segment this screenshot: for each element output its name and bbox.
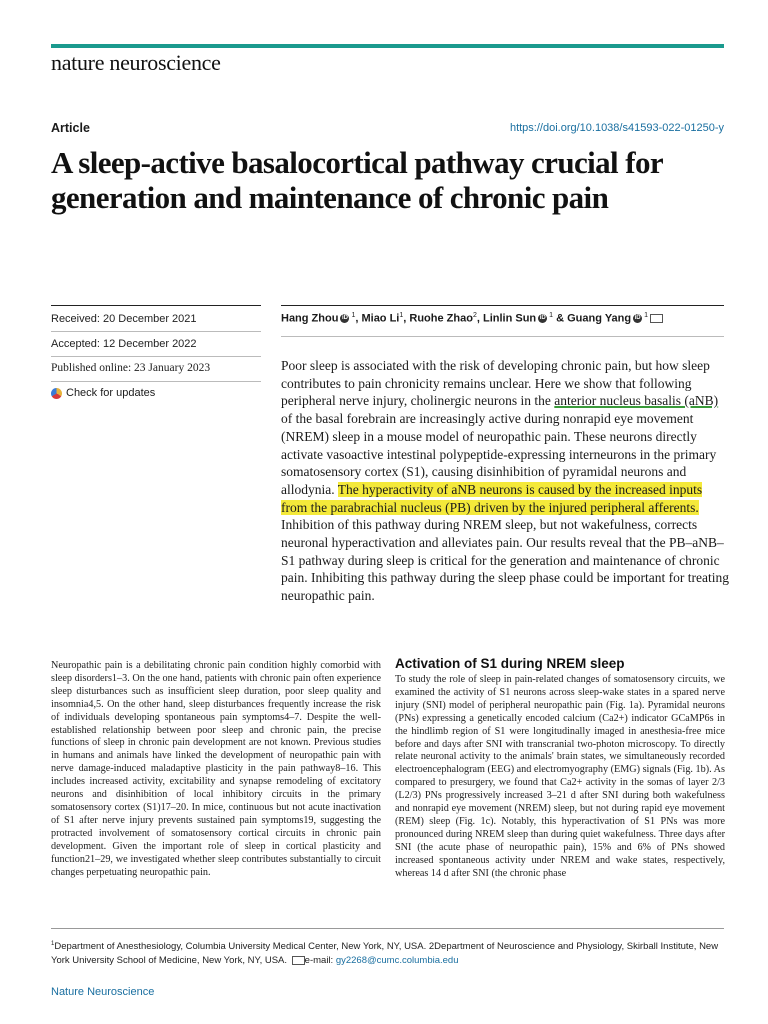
running-footer: Nature Neuroscience	[51, 986, 155, 998]
affiliation-marker: 1	[549, 312, 554, 319]
footnote-divider	[51, 928, 724, 929]
abstract-text: Poor sleep is associated with the risk of developing chronic pain, but how sleep contributes to pain chronicity remains unclear. Here we show that following peripheral nerve injury, cholinergic neurons in the	[281, 358, 710, 409]
crossmark-icon	[51, 388, 62, 399]
affiliation-marker: 1	[399, 312, 404, 319]
author-name[interactable]: Linlin Sun	[482, 312, 537, 325]
affiliation-marker: 1	[351, 312, 356, 319]
journal-accent-bar	[51, 44, 724, 48]
check-updates-button[interactable]	[51, 387, 155, 399]
orcid-icon[interactable]: iD	[634, 315, 641, 322]
published-date: Published online: 23 January 2023	[51, 362, 211, 374]
abstract-highlighted-text: The hyperactivity of aNB neurons is caused by the increased inputs from the parabrachial nucleus (PB) driven by the injured peripheral afferents.	[281, 481, 703, 515]
affiliations-text: Department of Anesthesiology, Columbia University Medical Center, New York, NY, USA. 2Department of Neuroscience and Physiology, Skirball Institute, New York University School of Medicine, New York, NY, USA.	[51, 941, 719, 967]
meta-divider-top	[51, 305, 261, 306]
author-name[interactable]: Ruohe Zhao	[409, 312, 473, 325]
journal-name: nature neuroscience	[51, 50, 221, 75]
meta-divider	[51, 331, 261, 332]
accepted-date: Accepted: 12 December 2022	[51, 338, 197, 350]
abstract-text: of the basal forebrain are increasingly active during nonrapid eye movement (NREM) sleep in a mouse model of neuropathic pain. These neurons directly activate vasoactive intestinal polypeptide-expressing interneurons in the primary somatosensory cortex (S1), causing disinhibition of pyramidal neurons and allodynia.	[281, 411, 717, 497]
section-heading: Activation of S1 during NREM sleep	[395, 656, 625, 671]
section-paragraph: To study the role of sleep in pain-related changes of somatosensory circuits, we examined the activity of S1 neurons across sleep-wake states in a spared nerve injury (SNI) model of peripheral neuropathic pain (Fig. 1a). Pyramidal neurons (PNs) expressing a genetically encoded calcium (Ca2+) indicator GCaMP6s in the hindlimb region of S1 were longitudinally imaged in anesthesia-free mice before and days after SNI with transcranial two-photon microscopy. To directly relate neuronal activity to the animals' brain states, we simultaneously recorded electroencephalogram (EEG) and electromyography (EMG) signals (Fig. 1b). As compared to presurgery, we found that Ca2+ activity in the somas of layer 2/3 (L2/3) PNs progressively increased 3–21 d after SNI during both wakefulness and nonrapid eye movement (NREM) sleep, but not during rapid eye movement (REM) sleep (Fig. 1c). Notably, this hyperactivation of S1 PNs was more pronounced during NREM sleep than during quiet wakefulness. Three days after SNI (the acute phase of neuropathic pain), 15% and 6% of PNs showed increased spontaneous activity under NREM and wake states, respectively, whereas 14 d after SNI (the chronic phase	[395, 674, 725, 879]
author-list: Hang Zhou iD $^1$, Miao Li$^1$, Ruohe Zhao$^2$, Linlin Sun iD $^1$ & Guang Yang iD $^1$	[281, 312, 663, 325]
abstract-underlined-text: anterior nucleus basalis (aNB)	[554, 393, 719, 409]
meta-divider	[51, 356, 261, 357]
article-type-label: Article	[51, 121, 90, 135]
authors-divider-top	[281, 305, 724, 306]
meta-divider	[51, 381, 261, 382]
author-name[interactable]: Miao Li	[361, 312, 400, 325]
orcid-icon[interactable]: iD	[341, 315, 348, 322]
email-label: e-mail:	[304, 955, 334, 967]
article-title: A sleep-active basalocortical pathway crucial for generation and maintenance of chronic pain	[51, 145, 663, 215]
abstract-text: Inhibition of this pathway during NREM sleep, but not wakefulness, corrects neuronal hyperactivation and alleviates pain. Our results reveal that the PB–aNB–S1 pathway during sleep is critical for the generation and maintenance of chronic pain. Inhibiting this pathway during the sleep phase could be important for treating neuropathic pain.	[281, 517, 730, 604]
email-icon[interactable]	[650, 314, 663, 323]
email-icon	[292, 956, 305, 965]
orcid-icon[interactable]: iD	[539, 315, 546, 322]
doi-link[interactable]: https://doi.org/10.1038/s41593-022-01250-y	[509, 122, 724, 134]
check-updates-label: Check for updates	[66, 387, 156, 399]
affiliations-footnote: $^1$Department of Anesthesiology, Columbia University Medical Center, New York, NY, USA. 2Department of Neuroscience and Physiology, Skirball Institute, New York University School of Medicine, New York, NY, USA. e-mail: gy2268@cumc.columbia.edu	[51, 941, 719, 967]
author-name[interactable]: Guang Yang	[567, 312, 632, 325]
affiliation-marker: 1	[644, 312, 649, 319]
abstract	[281, 357, 731, 605]
authors-divider-bottom	[281, 336, 724, 337]
received-date: Received: 20 December 2021	[51, 313, 197, 325]
email-link[interactable]: gy2268@cumc.columbia.edu	[335, 955, 459, 967]
author-name[interactable]: Hang Zhou	[281, 312, 339, 325]
affiliation-marker: 2	[472, 312, 477, 319]
intro-paragraph: Neuropathic pain is a debilitating chronic pain condition highly comorbid with sleep disorders1–3. On the one hand, patients with chronic pain often experience sleep disturbances such as insufficient sleep duration, poor sleep quality and insomnia4,5. On the other hand, sleep disturbances frequently increase the risk of individuals developing spontaneous pain symptoms4–7. Despite the well-established relationship between poor sleep and chronic pain, the precise functions of sleep in chronic pain development are not known. Previous studies in humans and animals have linked the development of neuropathic pain with nerve damage-induced maladaptive plasticity in the pain pathway8–16. This includes increased activity, excitability and synapse remodeling of excitatory neurons and disinhibition of local inhibitory circuits in the primary somatosensory cortex (S1)17–20. In mice, continuous but not acute inactivation of S1 after nerve injury prevents sustained pain symptoms19, suggesting the protracted involvement of somatosensory cortical circuits in chronic pain development. Given the important role of sleep in cortical plasticity and function21–29, we investigated whether sleep contributes substantially to circuit changes perpetuating neuropathic pain.	[51, 660, 381, 878]
